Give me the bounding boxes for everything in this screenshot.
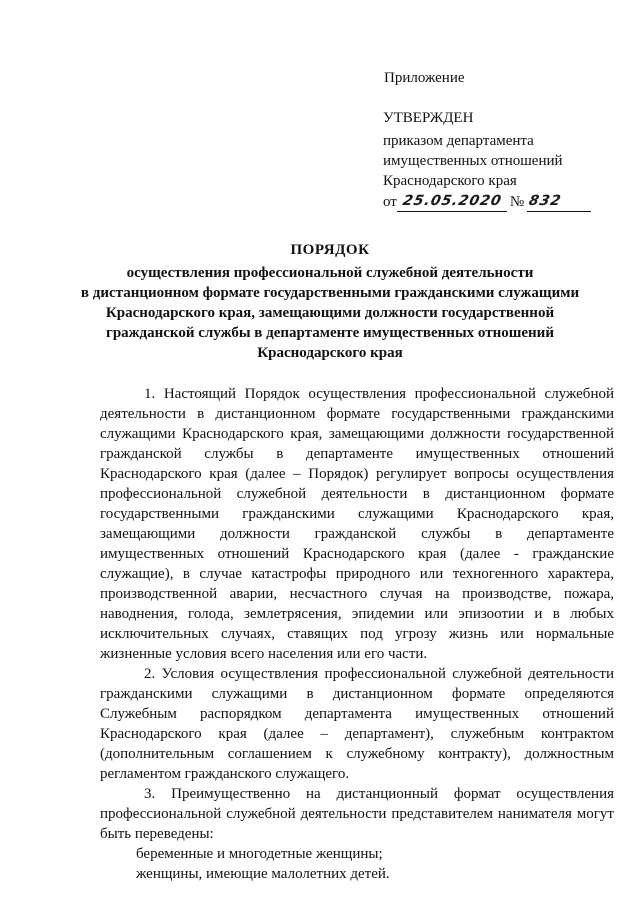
title-main: ПОРЯДОК <box>290 242 370 258</box>
paragraph-3: 3. Преимущественно на дистанционный формат осуществления профессиональной служебной деятельности представителем нанимателя могут быть переведены: <box>100 786 614 842</box>
approval-block <box>383 108 591 212</box>
title-line: Краснодарского края <box>257 345 403 361</box>
order-date-number-line <box>383 191 591 212</box>
document-title <box>80 240 580 363</box>
appendix-label: Приложение <box>384 70 465 86</box>
paragraph-1: 1. Настоящий Порядок осуществления профессиональной служебной деятельности в дистанционном формате государственными гражданскими служащими Краснодарского края, замещающими должности государственной гражданской службы в департаменте имущественных отношений Краснодарского края (далее – Порядок) регулирует вопросы осуществления профессиональной служебной деятельности в дистанционном формате государственными гражданскими служащими Краснодарского края, замещающими должности гражданской службы в департаменте имущественных отношений Краснодарского края (далее - гражданские служащие), в случае катастрофы природного или техногенного характера, производственной аварии, несчастного случая на производстве, пожара, наводнения, голода, землетрясения, эпидемии или эпизоотии и в любых исключительных случаях, ставящих под угрозу жизнь или нормальные жизненные условия всего населения или его части. <box>100 386 614 662</box>
number-sign: № <box>509 194 525 210</box>
list-item: женщины, имеющие малолетних детей. <box>136 866 390 882</box>
title-line: осуществления профессиональной служебной деятельности <box>126 265 534 281</box>
order-number-field <box>527 191 591 212</box>
approved-line: приказом департамента <box>383 133 534 149</box>
title-line: Краснодарского края, замещающими должности государственной <box>105 305 555 321</box>
approved-line: имущественных отношений <box>383 153 563 169</box>
handwritten-date: 25.05.2020 <box>400 193 503 209</box>
title-line: в дистанционном формате государственными гражданскими служащими <box>80 285 580 301</box>
order-date-field <box>397 191 507 212</box>
from-label: от <box>383 194 397 210</box>
paragraph-2: 2. Условия осуществления профессиональной служебной деятельности гражданскими служащими в дистанционном формате определяются Служебным распорядком департамента имущественных отношений Краснодарского края (далее – департамент), служебным контрактом (дополнительным соглашением к служебному контракту), должностным регламентом гражданского служащего. <box>100 666 614 782</box>
approved-line: Краснодарского края <box>383 173 517 189</box>
title-line: гражданской службы в департаменте имущественных отношений <box>106 325 554 341</box>
document-body <box>100 384 614 884</box>
handwritten-number: 832 <box>527 193 564 209</box>
approved-title: УТВЕРЖДЕН <box>383 110 474 126</box>
list-item: беременные и многодетные женщины; <box>136 846 383 862</box>
